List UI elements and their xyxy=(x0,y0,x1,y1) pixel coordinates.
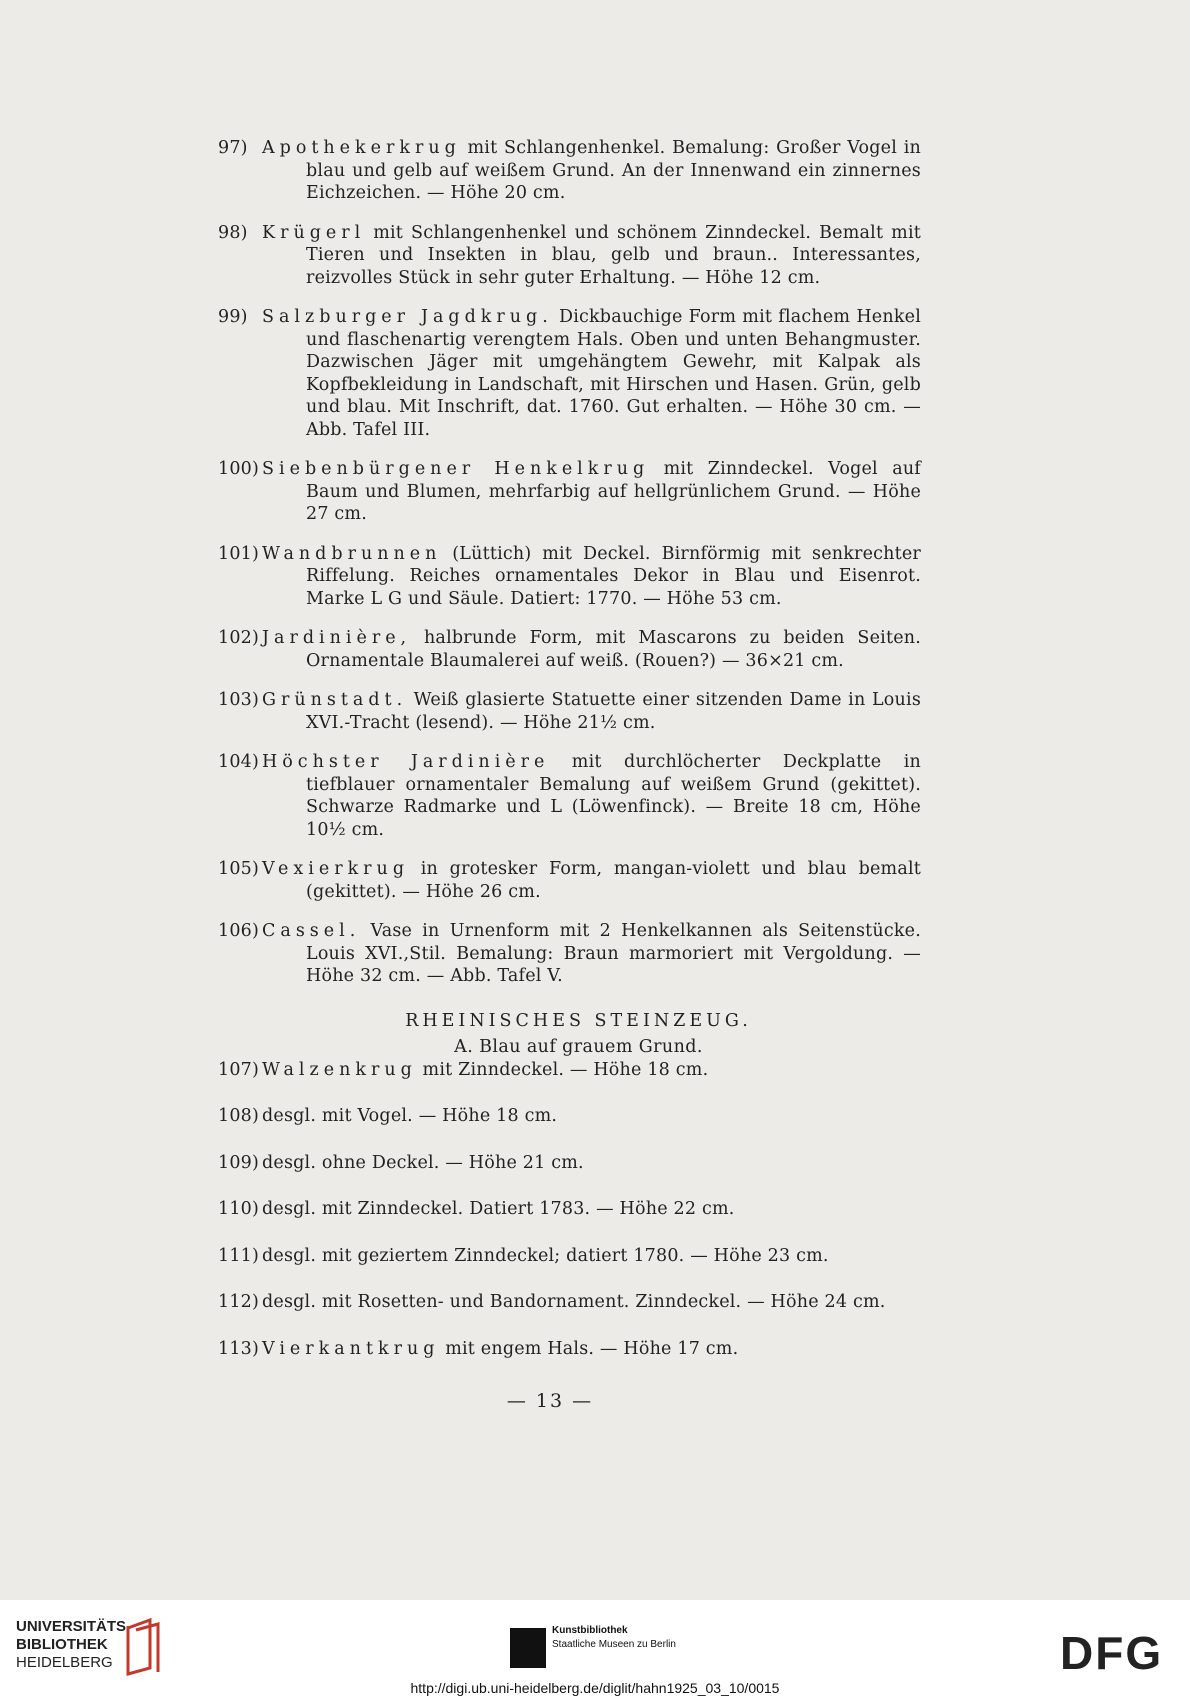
catalog-entry xyxy=(196,689,921,734)
entry-description: mit Schlangenhenkel und schönem Zinndeckel. Bemalt mit Tieren und Insekten in blau, gelb und braun.. Interessantes, reizvolles Stück in sehr guter Erhaltung. — Höhe 12 cm. xyxy=(306,222,921,288)
entry-number: 107) xyxy=(218,1059,260,1080)
entry-name: Krügerl xyxy=(262,222,366,243)
permalink-url[interactable]: http://digi.ub.uni-heidelberg.de/diglit/hahn1925_03_10/0015 xyxy=(410,1680,780,1696)
entry-description: mit durchlöcherter Deckplatte in tiefblauer ornamentaler Bemalung auf weißem Grund (gekittet). Schwarze Radmarke und L (Löwenfinck). — Breite 18 cm, Höhe 10½ cm. xyxy=(306,752,921,840)
entry-description: (Lüttich) mit Deckel. Birnförmig mit senkrechter Riffelung. Reiches ornamentales Dekor in Blau und Eisenrot. Marke L G und Säule. Datiert: 1770. — Höhe 53 cm. xyxy=(306,543,921,609)
kb-subtitle: Staatliche Museen zu Berlin xyxy=(552,1639,676,1650)
section-subheading: A. Blau auf grauem Grund. xyxy=(454,1037,703,1057)
footer-bar xyxy=(0,1600,1190,1701)
entry-description: mit Zinndeckel. Vogel auf Baum und Blumen, mehrfarbig auf hellgrünlichem Grund. — Höhe 27 cm. xyxy=(306,459,921,524)
kb-title: Kunstbibliothek xyxy=(552,1625,628,1636)
entry-number: 103) xyxy=(218,690,260,710)
entry-description: Vase in Urnenform mit 2 Henkelkannen als Seitenstücke. Louis XVI.,Stil. Bemalung: Braun marmoriert mit Vergoldung. — Höhe 32 cm. — Abb. Tafel V. xyxy=(306,921,921,986)
entry-number: 112) xyxy=(218,1292,260,1312)
catalog-entry xyxy=(196,137,921,205)
entry-list-stoneware xyxy=(196,1059,921,1361)
page-number: — 13 — xyxy=(506,1390,594,1412)
entry-number: 98) xyxy=(218,222,248,243)
entry-description: desgl. mit Zinndeckel. Datiert 1783. — Höhe 22 cm. xyxy=(262,1199,735,1219)
catalog-entry xyxy=(196,1105,921,1128)
entry-description: desgl. mit geziertem Zinndeckel; datiert 1780. — Höhe 23 cm. xyxy=(262,1245,829,1266)
catalog-entry xyxy=(196,1338,921,1361)
catalog-entry xyxy=(196,543,921,611)
ub-emblem-icon xyxy=(120,1618,164,1676)
entry-name: Vierkantkrug xyxy=(262,1338,440,1359)
catalog-entry xyxy=(196,222,921,290)
entry-description: in grotesker Form, mangan-violett und blau bemalt (gekittet). — Höhe 26 cm. xyxy=(306,859,921,902)
entry-description: desgl. mit Rosetten- und Bandornament. Zinndeckel. — Höhe 24 cm. xyxy=(262,1292,886,1312)
catalog-entry xyxy=(196,458,921,526)
entry-number: 100) xyxy=(218,459,260,479)
ub-logo-line1: UNIVERSITÄTS- xyxy=(16,1618,132,1635)
catalog-entry xyxy=(196,627,921,672)
entry-description: desgl. ohne Deckel. — Höhe 21 cm. xyxy=(262,1152,584,1173)
entry-name: Jardinière, xyxy=(262,628,412,648)
entry-description: Dickbauchige Form mit flachem Henkel und flaschenartig verengtem Hals. Oben und unten Behangmuster. Dazwischen Jäger mit umgehängtem Gewehr, mit Kalpak als Kopfbekleidung in Landschaft, mit Hirschen und Hasen. Grün, gelb und blau. Mit Inschrift, dat. 1760. Gut erhalten. — Höhe 30 cm. — Abb. Tafel III. xyxy=(306,307,921,440)
entry-number: 110) xyxy=(218,1199,260,1219)
entry-name: Vexierkrug xyxy=(262,859,410,879)
entry-number: 104) xyxy=(218,752,260,772)
entry-number: 113) xyxy=(218,1338,260,1359)
entry-list-faience xyxy=(196,137,921,988)
entry-number: 106) xyxy=(218,921,260,941)
entry-description: mit engem Hals. — Höhe 17 cm. xyxy=(439,1338,739,1359)
catalog-entry xyxy=(196,306,921,441)
entry-name: Siebenbürgener Henkelkrug xyxy=(262,459,650,479)
entry-description: mit Zinndeckel. — Höhe 18 cm. xyxy=(416,1059,709,1080)
entry-name: Wandbrunnen xyxy=(262,543,442,564)
ub-heidelberg-logo[interactable] xyxy=(16,1618,131,1672)
entry-name: Grünstadt. xyxy=(262,690,408,710)
catalog-entry xyxy=(196,858,921,903)
entry-number: 109) xyxy=(218,1152,260,1173)
entry-number: 101) xyxy=(218,543,260,564)
catalog-entry xyxy=(196,920,921,988)
entry-number: 105) xyxy=(218,859,260,879)
entry-description: desgl. mit Vogel. — Höhe 18 cm. xyxy=(262,1106,558,1126)
catalog-entry xyxy=(196,1291,921,1314)
catalog-entry xyxy=(196,751,921,841)
catalog-entry xyxy=(196,1245,921,1268)
entry-description: mit Schlangenhenkel. Bemalung: Großer Vogel in blau und gelb auf weißem Grund. An der Innenwand ein zinnernes Eichzeichen. — Höhe 20 cm. xyxy=(306,138,921,203)
catalog-entries xyxy=(196,137,921,1384)
entry-number: 97) xyxy=(218,138,248,158)
catalog-entry xyxy=(196,1152,921,1175)
entry-description: halbrunde Form, mit Mascarons zu beiden Seiten. Ornamentale Blaumalerei auf weiß. (Rouen?) — 36×21 cm. xyxy=(306,628,921,671)
entry-name: Walzenkrug xyxy=(262,1059,417,1080)
entry-number: 102) xyxy=(218,628,260,648)
entry-number: 99) xyxy=(218,307,248,327)
entry-number: 108) xyxy=(218,1106,260,1126)
kunstbibliothek-text xyxy=(552,1624,676,1652)
ub-logo-line3: HEIDELBERG xyxy=(16,1654,113,1671)
catalog-entry xyxy=(196,1059,921,1082)
ub-logo-line2: BIBLIOTHEK xyxy=(16,1636,108,1653)
catalog-entry xyxy=(196,1198,921,1221)
entry-name: Cassel. xyxy=(262,921,361,941)
entry-description: Weiß glasierte Statuette einer sitzenden Dame in Louis XVI.-Tracht (lesend). — Höhe 21½ cm. xyxy=(306,690,921,733)
dfg-logo[interactable]: DFG xyxy=(1060,1627,1164,1679)
kunstbibliothek-logo-icon xyxy=(510,1628,546,1668)
entry-name: Höchster Jardinière xyxy=(262,752,550,772)
entry-name: Apothekerkrug xyxy=(262,138,461,158)
section-heading: RHEINISCHES STEINZEUG. xyxy=(405,1010,752,1031)
entry-name: Salzburger Jagdkrug. xyxy=(262,307,553,327)
entry-number: 111) xyxy=(218,1245,260,1266)
